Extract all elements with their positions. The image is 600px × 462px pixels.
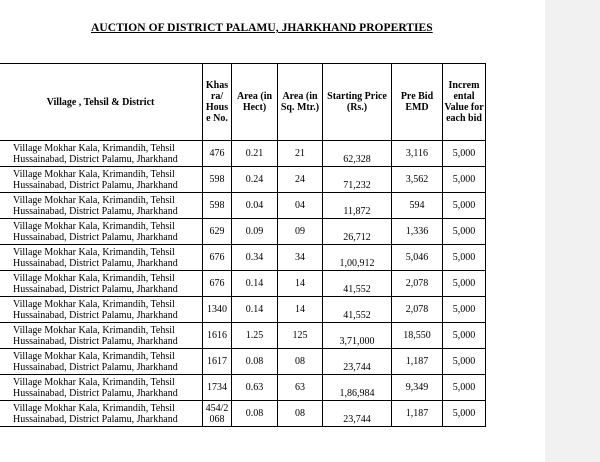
starting-price-cell: 1,86,984 <box>323 375 392 401</box>
village-line-2: Hussainabad, District Palamu, Jharkhand <box>13 335 178 347</box>
header-area-hect: Area (in Hect) <box>232 64 278 141</box>
emd-cell: 18,550 <box>392 323 443 349</box>
emd-cell: 2,078 <box>392 297 443 323</box>
viewer-side-panel <box>545 0 600 462</box>
page-title: AUCTION OF DISTRICT PALAMU, JHARKHAND PROPERTIES <box>91 22 433 34</box>
incremental-cell: 5,000 <box>443 375 486 401</box>
starting-price-cell: 71,232 <box>323 167 392 193</box>
emd-cell: 2,078 <box>392 271 443 297</box>
emd-cell: 3,562 <box>392 167 443 193</box>
emd-cell: 1,187 <box>392 349 443 375</box>
auction-table <box>0 63 486 427</box>
khasra-cell: 1340 <box>203 297 232 323</box>
village-cell <box>0 245 203 271</box>
header-incremental: Increm ental Value for each bid <box>443 64 486 141</box>
incremental-cell: 5,000 <box>443 323 486 349</box>
table-row <box>0 141 486 167</box>
village-cell <box>0 271 203 297</box>
village-line-1: Village Mokhar Kala, Krimandih, Tehsil <box>13 350 175 362</box>
table-row <box>0 401 486 427</box>
table-row <box>0 271 486 297</box>
village-line-2: Hussainabad, District Palamu, Jharkhand <box>13 205 178 217</box>
village-cell <box>0 141 203 167</box>
khasra-cell: 676 <box>203 245 232 271</box>
emd-cell: 9,349 <box>392 375 443 401</box>
khasra-cell: 1617 <box>203 349 232 375</box>
area-sqm-cell: 04 <box>278 193 323 219</box>
header-emd: Pre Bid EMD <box>392 64 443 141</box>
incremental-cell: 5,000 <box>443 401 486 427</box>
area-sqm-cell: 63 <box>278 375 323 401</box>
incremental-cell: 5,000 <box>443 141 486 167</box>
area-hect-cell: 0.14 <box>232 271 278 297</box>
table-header-row <box>0 64 486 141</box>
area-hect-cell: 0.21 <box>232 141 278 167</box>
starting-price-cell: 62,328 <box>323 141 392 167</box>
area-hect-cell: 0.08 <box>232 349 278 375</box>
starting-price-cell: 23,744 <box>323 349 392 375</box>
starting-price-cell: 3,71,000 <box>323 323 392 349</box>
village-line-2: Hussainabad, District Palamu, Jharkhand <box>13 387 178 399</box>
village-cell <box>0 219 203 245</box>
area-sqm-cell: 09 <box>278 219 323 245</box>
starting-price-cell: 11,872 <box>323 193 392 219</box>
village-line-2: Hussainabad, District Palamu, Jharkhand <box>13 413 178 425</box>
village-line-1: Village Mokhar Kala, Krimandih, Tehsil <box>13 376 175 388</box>
khasra-cell: 598 <box>203 167 232 193</box>
header-village: Village , Tehsil & District <box>0 64 203 141</box>
village-cell <box>0 401 203 427</box>
header-starting-price: Starting Price (Rs.) <box>323 64 392 141</box>
village-line-2: Hussainabad, District Palamu, Jharkhand <box>13 361 178 373</box>
village-line-1: Village Mokhar Kala, Krimandih, Tehsil <box>13 246 175 258</box>
area-sqm-cell: 14 <box>278 271 323 297</box>
table-row <box>0 167 486 193</box>
incremental-cell: 5,000 <box>443 271 486 297</box>
starting-price-cell: 41,552 <box>323 297 392 323</box>
village-cell <box>0 375 203 401</box>
area-hect-cell: 0.14 <box>232 297 278 323</box>
starting-price-cell: 41,552 <box>323 271 392 297</box>
area-hect-cell: 0.04 <box>232 193 278 219</box>
village-cell <box>0 167 203 193</box>
village-cell <box>0 349 203 375</box>
incremental-cell: 5,000 <box>443 167 486 193</box>
village-line-1: Village Mokhar Kala, Krimandih, Tehsil <box>13 194 175 206</box>
khasra-cell: 1616 <box>203 323 232 349</box>
emd-cell: 5,046 <box>392 245 443 271</box>
table-row <box>0 349 486 375</box>
table-row <box>0 245 486 271</box>
village-line-1: Village Mokhar Kala, Krimandih, Tehsil <box>13 220 175 232</box>
table-row <box>0 375 486 401</box>
header-khasra: Khas ra/ Hous e No. <box>203 64 232 141</box>
village-line-2: Hussainabad, District Palamu, Jharkhand <box>13 283 178 295</box>
starting-price-cell: 1,00,912 <box>323 245 392 271</box>
khasra-cell: 598 <box>203 193 232 219</box>
table-row <box>0 297 486 323</box>
emd-cell: 594 <box>392 193 443 219</box>
area-sqm-cell: 24 <box>278 167 323 193</box>
village-cell <box>0 193 203 219</box>
area-hect-cell: 0.24 <box>232 167 278 193</box>
incremental-cell: 5,000 <box>443 297 486 323</box>
village-line-2: Hussainabad, District Palamu, Jharkhand <box>13 153 178 165</box>
incremental-cell: 5,000 <box>443 193 486 219</box>
incremental-cell: 5,000 <box>443 219 486 245</box>
khasra-cell: 629 <box>203 219 232 245</box>
village-cell <box>0 323 203 349</box>
village-line-1: Village Mokhar Kala, Krimandih, Tehsil <box>13 142 175 154</box>
starting-price-cell: 23,744 <box>323 401 392 427</box>
village-line-1: Village Mokhar Kala, Krimandih, Tehsil <box>13 272 175 284</box>
area-hect-cell: 0.63 <box>232 375 278 401</box>
header-area-sqmtr: Area (in Sq. Mtr.) <box>278 64 323 141</box>
village-line-2: Hussainabad, District Palamu, Jharkhand <box>13 257 178 269</box>
table-row <box>0 219 486 245</box>
table-body <box>0 141 486 427</box>
village-line-1: Village Mokhar Kala, Krimandih, Tehsil <box>13 298 175 310</box>
table-row <box>0 193 486 219</box>
starting-price-cell: 26,712 <box>323 219 392 245</box>
area-hect-cell: 0.09 <box>232 219 278 245</box>
village-line-1: Village Mokhar Kala, Krimandih, Tehsil <box>13 168 175 180</box>
area-sqm-cell: 125 <box>278 323 323 349</box>
khasra-cell: 1734 <box>203 375 232 401</box>
khasra-cell: 476 <box>203 141 232 167</box>
emd-cell: 1,187 <box>392 401 443 427</box>
table-row <box>0 323 486 349</box>
area-sqm-cell: 34 <box>278 245 323 271</box>
village-line-2: Hussainabad, District Palamu, Jharkhand <box>13 231 178 243</box>
village-line-1: Village Mokhar Kala, Krimandih, Tehsil <box>13 402 175 414</box>
emd-cell: 1,336 <box>392 219 443 245</box>
khasra-cell: 676 <box>203 271 232 297</box>
village-line-2: Hussainabad, District Palamu, Jharkhand <box>13 309 178 321</box>
incremental-cell: 5,000 <box>443 349 486 375</box>
area-sqm-cell: 08 <box>278 401 323 427</box>
area-sqm-cell: 08 <box>278 349 323 375</box>
emd-cell: 3,116 <box>392 141 443 167</box>
khasra-cell: 454/2 068 <box>203 401 232 427</box>
area-hect-cell: 0.34 <box>232 245 278 271</box>
area-sqm-cell: 21 <box>278 141 323 167</box>
village-cell <box>0 297 203 323</box>
village-line-2: Hussainabad, District Palamu, Jharkhand <box>13 179 178 191</box>
area-hect-cell: 1.25 <box>232 323 278 349</box>
area-hect-cell: 0.08 <box>232 401 278 427</box>
incremental-cell: 5,000 <box>443 245 486 271</box>
area-sqm-cell: 14 <box>278 297 323 323</box>
village-line-1: Village Mokhar Kala, Krimandih, Tehsil <box>13 324 175 336</box>
